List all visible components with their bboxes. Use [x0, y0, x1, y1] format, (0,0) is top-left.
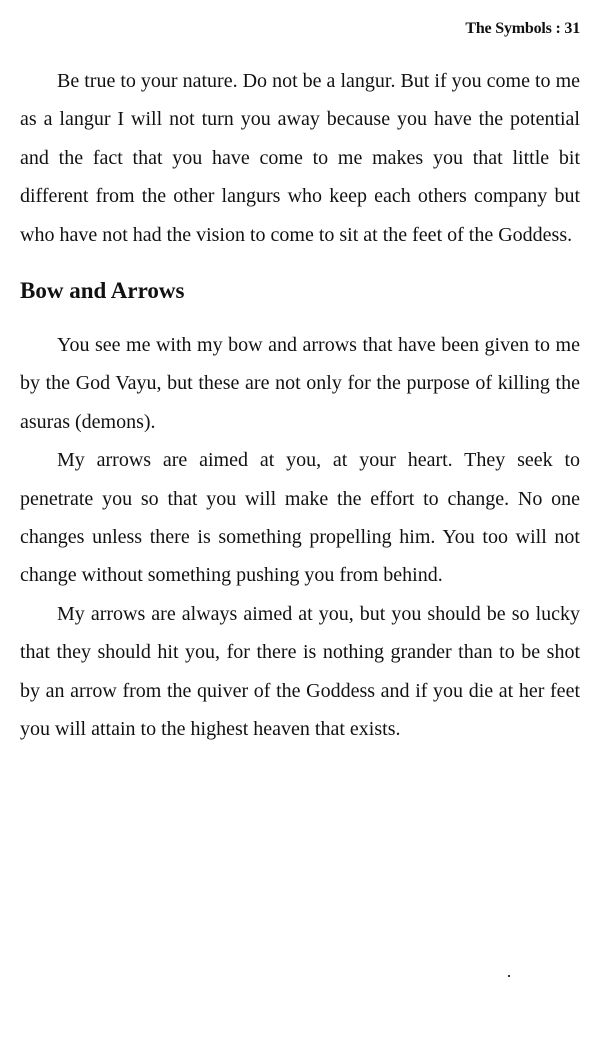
running-header: The Symbols : 31: [465, 20, 580, 37]
paragraph-arrows-aimed: My arrows are aimed at you, at your heart. They seek to penetrate you so that you will make the effort to change. No one changes unless there is something propelling him. You too will not change without something pushing you from behind.: [20, 449, 580, 587]
section-heading-bow-and-arrows: Bow and Arrows: [20, 278, 185, 304]
paragraph-bow-and-arrows: You see me with my bow and arrows that have been given to me by the God Vayu, but these are not only for the purpose of killing the asuras (demons).: [20, 334, 580, 433]
paragraph-highest-heaven: My arrows are always aimed at you, but you should be so lucky that they should hit you, for there is nothing grander than to be shot by an arrow from the quiver of the Goddess and if you die at her feet you will attain to the highest heaven that exists.: [20, 602, 580, 741]
print-speck: [508, 975, 510, 977]
page-body: [20, 62, 580, 749]
paragraph-nature: Be true to your nature. Do not be a langur. But if you come to me as a langur I will not turn you away because you have the potential and the fact that you have come to me makes you that little bit different from the other langurs who keep each others company but who have not had the vision to come to sit at the feet of the Goddess.: [20, 70, 580, 246]
